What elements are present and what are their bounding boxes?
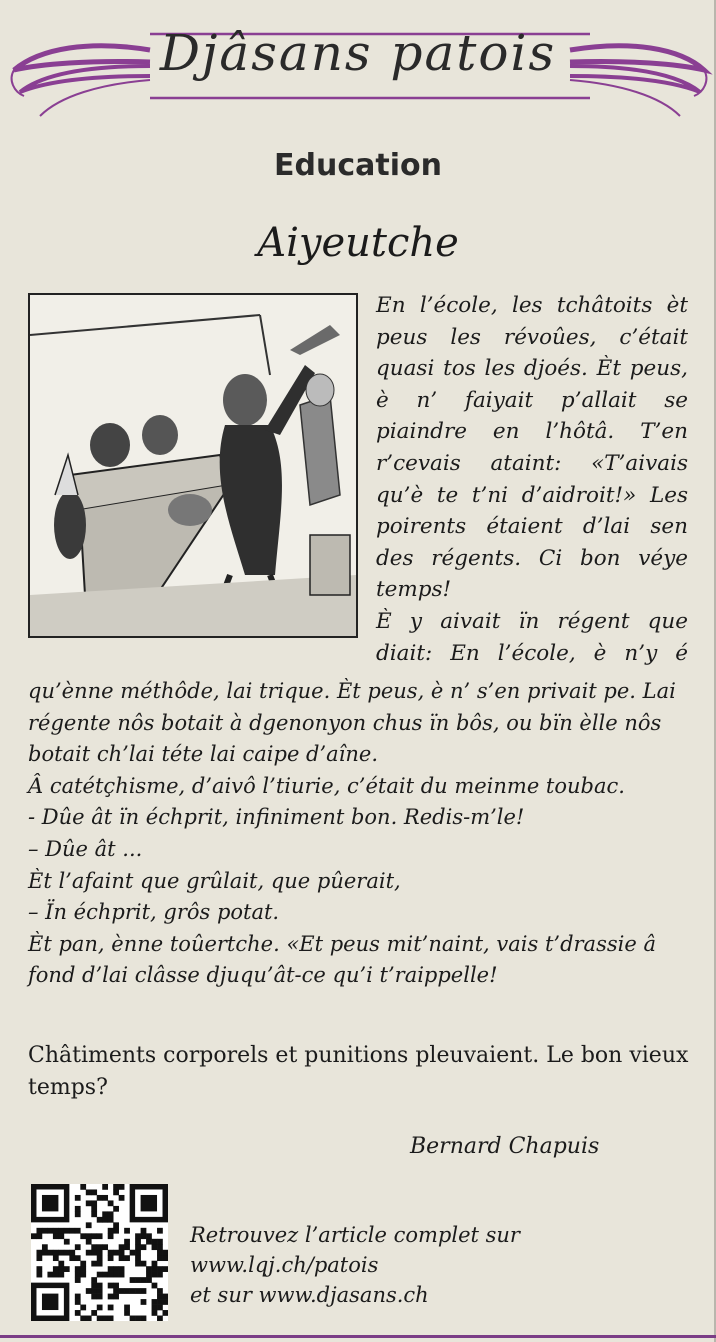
- qr-code-icon[interactable]: [31, 1184, 168, 1321]
- footer-link-djasans[interactable]: et sur www.djasans.ch: [190, 1283, 429, 1307]
- bottom-divider: [0, 1335, 716, 1338]
- body-paragraph: Èt pan, ènne toûertche. «Et peus mit’naint, vais t’drassie â fond d’lai clâsse djuqu’ât-ce qu’i t’raippelle!: [28, 931, 656, 988]
- author-name: Bernard Chapuis: [410, 1134, 600, 1159]
- intro-paragraph-2: È y aivait ïn régent que diait: En l’école, è n’y é: [376, 608, 688, 666]
- body-paragraph: – Ïn échprit, grôs potat.: [28, 900, 280, 925]
- body-paragraph: qu’ènne méthôde, lai trique. Èt peus, è n’ s’en privait pe. Lai régente nôs botait à dgenonyon chus ïn bôs, ou bïn èlle nôs botait ch’lai téte lai caipe d’aîne.: [28, 679, 676, 767]
- masthead-banner: [0, 0, 716, 130]
- intro-text: [376, 290, 688, 669]
- classroom-illustration: [28, 293, 358, 638]
- intro-paragraph-1: En l’école, les tchâtoits èt peus les révoûes, c’était quasi tos les djoés. Èt peus, è n’ faiyait p’allait se piaindre en l’hôtâ. T’en r’cevais ataint: «T’aivais qu’è te t’ni d’aidroit!» Les poirents étaient d’lai sen des régents. Ci bon véye temps!: [376, 293, 688, 603]
- classroom-drawing: [30, 295, 356, 636]
- article-title: Aiyeutche: [257, 220, 459, 266]
- masthead-title: Djâsans patois: [159, 24, 557, 82]
- footer-links: [190, 1220, 610, 1310]
- footer-intro-text: Retrouvez l’article complet sur: [190, 1223, 520, 1247]
- footer-link-lqj[interactable]: www.lqj.ch/patois: [190, 1253, 379, 1277]
- body-paragraph: - Dûe ât ïn échprit, infiniment bon. Redis-m’le!: [28, 805, 525, 830]
- closing-paragraph: Châtiments corporels et punitions pleuvaient. Le bon vieux temps?: [28, 1043, 689, 1100]
- body-paragraph: – Dûe ât ...: [28, 836, 143, 861]
- body-paragraph: Â catétçhisme, d’aivô l’tiurie, c’était du meinme toubac.: [28, 773, 625, 798]
- section-label: Education: [274, 148, 442, 183]
- article-body: [28, 676, 690, 992]
- body-paragraph: Èt l’afaint que grûlait, que pûerait,: [28, 868, 401, 893]
